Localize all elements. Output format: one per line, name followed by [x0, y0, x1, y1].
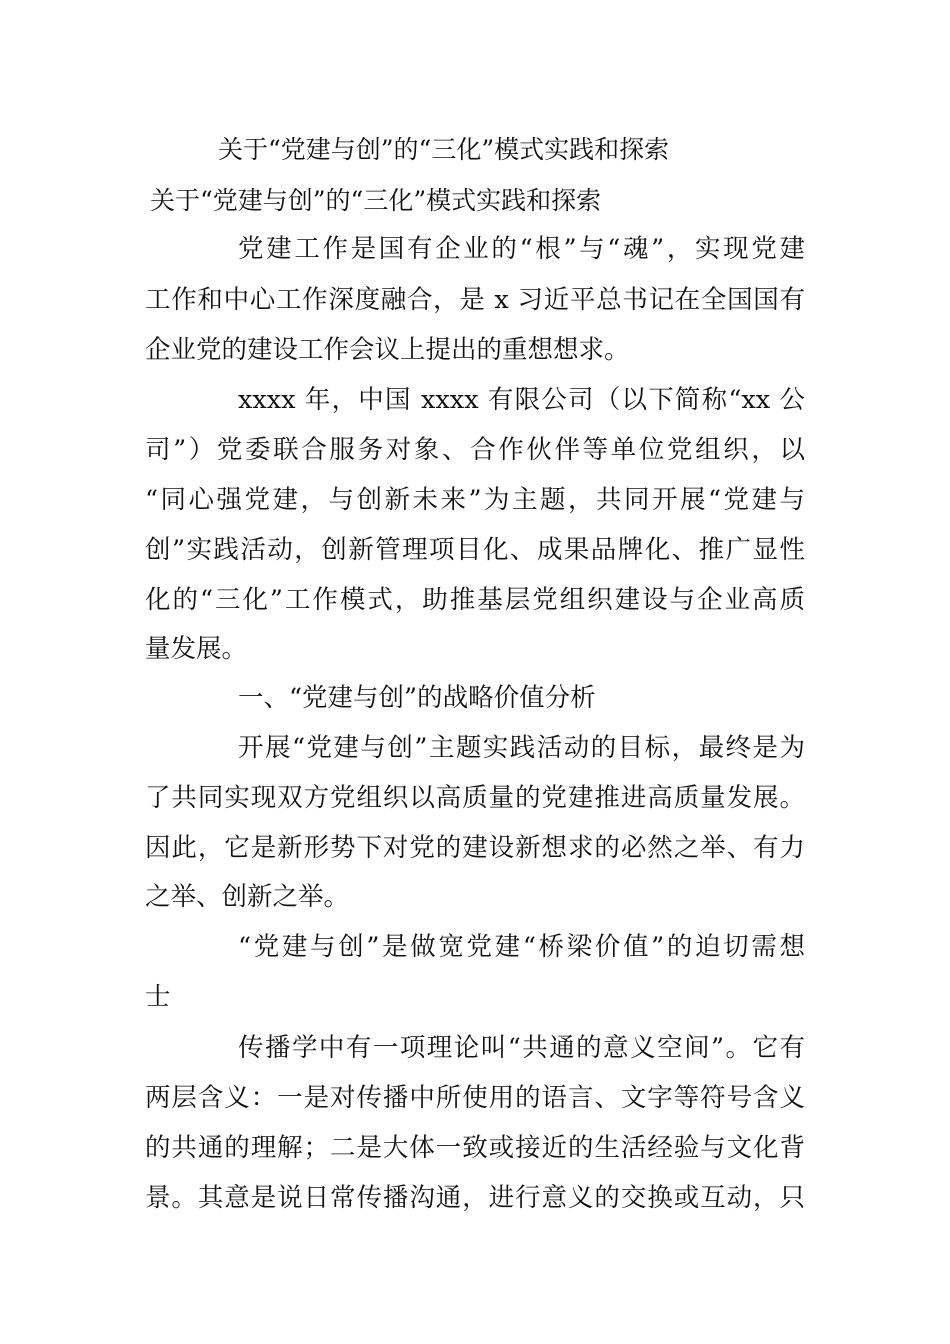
- subheading-line: “党建与创”是做宽党建“桥梁价值”的迫切需想: [238, 932, 805, 962]
- paragraph-line: 化的“三化”工作模式，助推基层党组织建设与企业高质: [145, 585, 805, 615]
- paragraph-line: 了共同实现双方党组织以高质量的党建推进高质量发展。: [145, 783, 805, 813]
- paragraph-line: 之举、创新之举。: [145, 882, 350, 912]
- paragraph-line: 量发展。: [145, 634, 248, 664]
- paragraph-line: “同心强党建，与创新未来”为主题，共同开展“党建与: [145, 485, 805, 515]
- paragraph-line: 两层含义：一是对传播中所使用的语言、文字等符号含义: [145, 1083, 805, 1113]
- paragraph-line: 企业党的建设工作会议上提出的重想想求。: [145, 335, 630, 365]
- paragraph-line: 司”）党委联合服务对象、合作伙伴等单位党组织，以: [145, 435, 805, 465]
- paragraph-line: 传播学中有一项理论叫“共通的意义空间”。它有: [238, 1033, 805, 1063]
- subheading-line: 士: [145, 982, 171, 1012]
- document-title: 关于“党建与创”的“三化”模式实践和探索: [218, 135, 670, 164]
- paragraph-line: xxxx 年，中国 xxxx 有限公司（以下简称“xx 公: [238, 385, 805, 415]
- paragraph-line: 党建工作是国有企业的“根”与“魂”，实现党建: [238, 234, 805, 264]
- paragraph-line: 开展“党建与创”主题实践活动的目标，最终是为: [238, 733, 805, 763]
- section-heading: 一、“党建与创”的战略价值分析: [238, 683, 596, 713]
- paragraph-line: 景。其意是说日常传播沟通，进行意义的交换或互动，只: [145, 1183, 805, 1213]
- paragraph-line: 的共通的理解；二是大体一致或接近的生活经验与文化背: [145, 1133, 805, 1163]
- document-subtitle: 关于“党建与创”的“三化”模式实践和探索: [150, 186, 602, 215]
- paragraph-line: 因此，它是新形势下对党的建设新想求的必然之举、有力: [145, 833, 805, 863]
- paragraph-line: 工作和中心工作深度融合，是 x 习近平总书记在全国国有: [145, 285, 805, 315]
- paragraph-line: 创”实践活动，创新管理项目化、成果品牌化、推广显性: [145, 535, 805, 565]
